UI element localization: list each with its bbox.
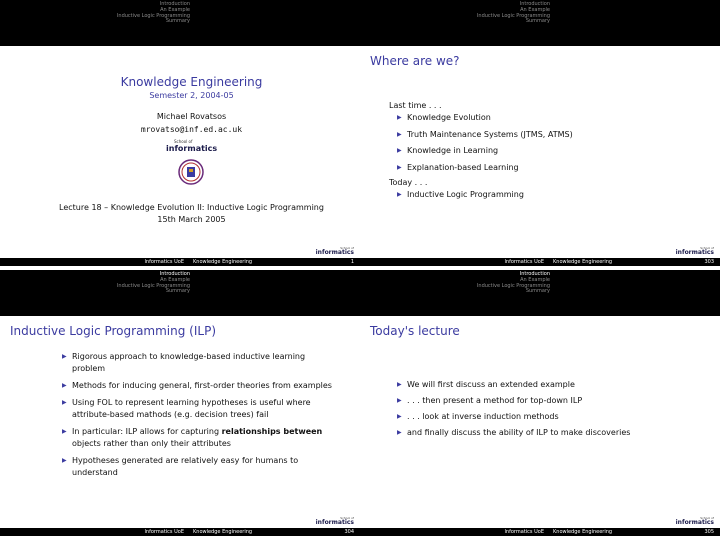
list-item: ▶ Knowledge Evolution	[397, 113, 491, 122]
informatics-logo: School of informatics	[166, 139, 218, 153]
section-nav	[0, 2, 190, 25]
nav-introduction[interactable]: Introduction	[519, 1, 550, 7]
footer-course: Knowledge Engineering	[553, 259, 613, 265]
footer-institution: Informatics UoE	[144, 529, 184, 535]
nav-summary[interactable]: Summary	[525, 288, 550, 295]
slide-footer	[0, 528, 360, 536]
footer-institution: Informatics UoE	[144, 259, 184, 265]
bullet-triangle-icon: ▶	[62, 382, 67, 389]
nav-an-example[interactable]: An Example	[520, 6, 550, 13]
list-item: ▶ Explanation-based Learning	[397, 162, 519, 172]
semester: Semester 2, 2004-05	[149, 91, 234, 100]
page-number: 304	[344, 529, 354, 535]
todays-lecture-list	[397, 379, 697, 443]
list-item: ▶ Methods for inducing general, first-order theories from examples	[62, 381, 332, 390]
bullet-triangle-icon: ▶	[62, 353, 67, 360]
nav-ilp[interactable]: Inductive Logic Programming	[116, 282, 190, 289]
bullet-triangle-icon: ▶	[397, 163, 402, 171]
bullet-triangle-icon: ▶	[62, 457, 67, 464]
list-item: ▶ Using FOL to represent learning hypotheses is useful where attribute-based mathods (e.g. decision trees) fail	[62, 398, 311, 419]
slide-header	[0, 270, 360, 316]
page-number: 303	[704, 259, 714, 265]
nav-summary[interactable]: Summary	[165, 18, 190, 25]
footer-logo: School of informatics	[675, 516, 714, 526]
last-time-label: Last time . . .	[389, 101, 442, 110]
slide-todays-lecture	[360, 270, 720, 540]
bullet-triangle-icon: ▶	[62, 399, 67, 406]
emphasis: relationships between	[221, 427, 323, 436]
slide-header	[360, 0, 720, 46]
slide-where-are-we	[360, 0, 720, 270]
nav-an-example[interactable]: An Example	[520, 276, 550, 283]
bullet-triangle-icon: ▶	[397, 413, 402, 420]
list-item: ▶ and finally discuss the ability of ILP to make discoveries	[397, 428, 631, 437]
bullet-triangle-icon: ▶	[397, 191, 402, 198]
nav-ilp[interactable]: Inductive Logic Programming	[476, 282, 550, 289]
slide-title	[0, 0, 360, 270]
last-time-list	[397, 112, 573, 178]
ilp-list	[62, 351, 332, 484]
university-crest-icon	[178, 158, 204, 190]
nav-ilp[interactable]: Inductive Logic Programming	[476, 12, 550, 19]
nav-an-example[interactable]: An Example	[160, 6, 190, 13]
footer-logo: School of informatics	[315, 516, 354, 526]
slide-header	[0, 0, 360, 46]
slide-footer	[360, 528, 720, 536]
nav-introduction[interactable]: Introduction	[159, 271, 190, 277]
frame-title: Where are we?	[370, 54, 460, 68]
today-label: Today . . .	[389, 178, 428, 187]
list-item: ▶ We will first discuss an extended example	[397, 380, 575, 389]
section-nav	[360, 272, 550, 295]
presentation-title: Knowledge Engineering	[120, 75, 263, 89]
slide-footer	[360, 258, 720, 266]
frame-title: Inductive Logic Programming (ILP)	[10, 324, 216, 338]
author: Michael Rovatsos	[156, 112, 227, 121]
footer-logo: School of informatics	[315, 246, 354, 256]
nav-an-example[interactable]: An Example	[160, 276, 190, 283]
today-list	[397, 189, 524, 200]
bullet-triangle-icon: ▶	[397, 114, 402, 121]
bullet-triangle-icon: ▶	[397, 397, 402, 404]
lecture-date: 15th March 2005	[157, 215, 226, 224]
list-item: ▶ Knowledge in Learning	[397, 146, 499, 155]
section-nav	[0, 272, 190, 295]
slide-ilp	[0, 270, 360, 540]
footer-course: Knowledge Engineering	[553, 529, 613, 535]
bullet-triangle-icon: ▶	[397, 147, 402, 154]
section-nav	[360, 2, 550, 25]
nav-ilp[interactable]: Inductive Logic Programming	[116, 12, 190, 19]
nav-summary[interactable]: Summary	[525, 18, 550, 25]
nav-introduction[interactable]: Introduction	[519, 271, 550, 277]
list-item: ▶ . . . look at inverse induction methods	[397, 412, 559, 421]
list-item: ▶ Inductive Logic Programming	[397, 190, 524, 199]
frame-title: Today's lecture	[370, 324, 460, 338]
author-email: mrovatso@inf.ed.ac.uk	[140, 125, 243, 134]
footer-course: Knowledge Engineering	[193, 259, 253, 265]
list-item: ▶ Truth Maintenance Systems (JTMS, ATMS)	[397, 129, 573, 139]
page-number: 1	[350, 259, 354, 265]
bullet-triangle-icon: ▶	[62, 428, 67, 435]
footer-institution: Informatics UoE	[504, 259, 544, 265]
list-item: ▶ . . . then present a method for top-down ILP	[397, 396, 583, 405]
nav-summary[interactable]: Summary	[165, 288, 190, 295]
lecture-title: Lecture 18 – Knowledge Evolution II: Inductive Logic Programming	[59, 203, 324, 212]
footer-institution: Informatics UoE	[504, 529, 544, 535]
list-item: ▶ In particular: ILP allows for capturing relationships between objects rather than only their attributes	[62, 427, 323, 448]
slide-footer	[0, 258, 360, 266]
bullet-triangle-icon: ▶	[397, 130, 402, 138]
page-number: 305	[704, 529, 714, 535]
nav-introduction[interactable]: Introduction	[159, 1, 190, 7]
bullet-triangle-icon: ▶	[397, 429, 402, 436]
list-item: ▶ Rigorous approach to knowledge-based inductive learning problem	[62, 352, 306, 373]
bullet-triangle-icon: ▶	[397, 381, 402, 388]
slide-header	[360, 270, 720, 316]
footer-logo: School of informatics	[675, 246, 714, 256]
footer-course: Knowledge Engineering	[193, 529, 253, 535]
list-item: ▶ Hypotheses generated are relatively easy for humans to understand	[62, 456, 299, 477]
